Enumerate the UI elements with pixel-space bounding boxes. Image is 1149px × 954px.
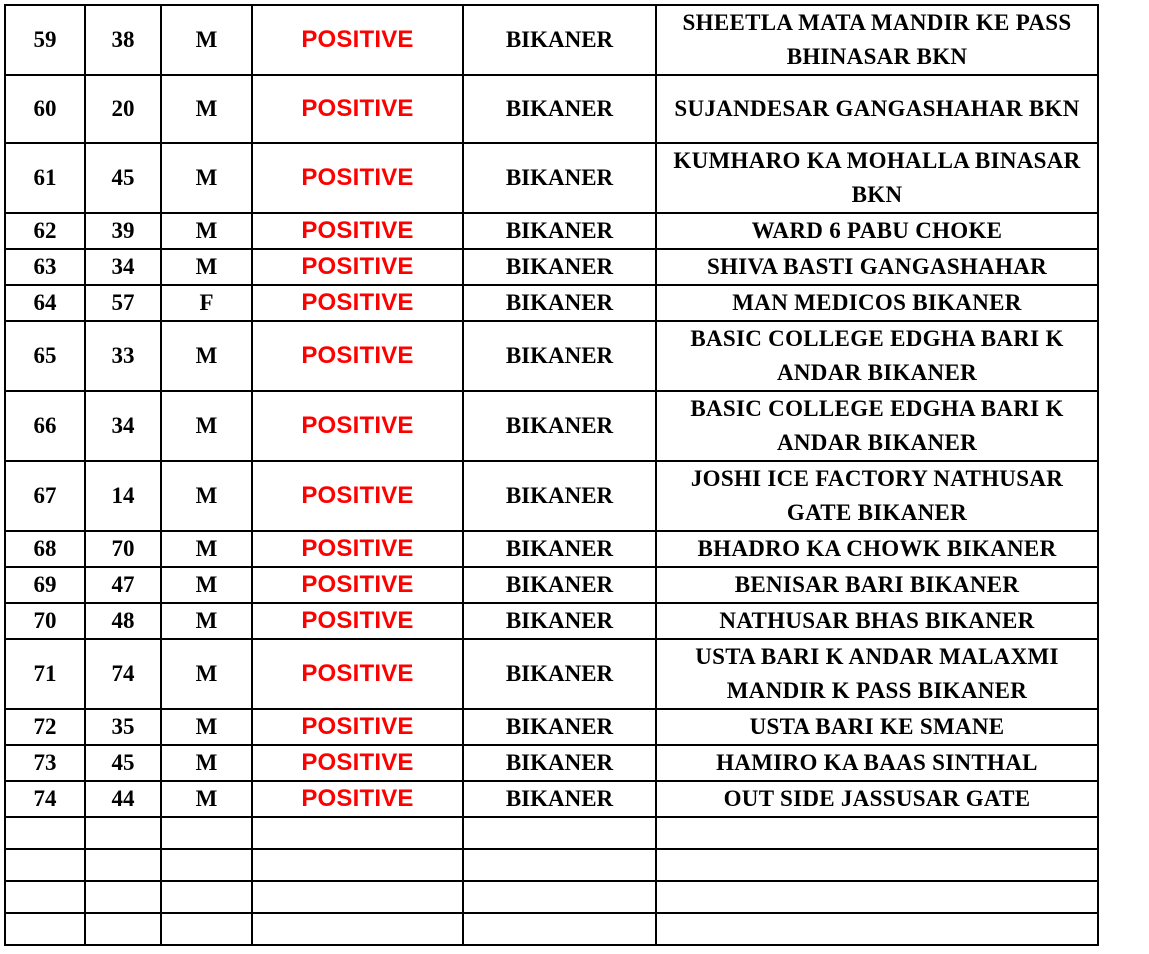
district-cell: BIKANER — [463, 143, 656, 213]
table-row — [5, 639, 1098, 709]
table-row — [5, 391, 1098, 461]
address-cell: WARD 6 PABU CHOKE — [656, 213, 1098, 249]
gender-cell: M — [161, 249, 252, 285]
district-cell: BIKANER — [463, 531, 656, 567]
test-result-cell: POSITIVE — [252, 531, 463, 567]
test-result-cell: POSITIVE — [252, 391, 463, 461]
gender-cell: M — [161, 5, 252, 75]
gender-cell: M — [161, 143, 252, 213]
gender-cell: M — [161, 531, 252, 567]
age-cell: 14 — [85, 461, 161, 531]
age-cell: 44 — [85, 781, 161, 817]
table-row — [5, 5, 1098, 75]
gender-cell: M — [161, 75, 252, 143]
empty-cell — [656, 913, 1098, 945]
district-cell: BIKANER — [463, 5, 656, 75]
district-cell: BIKANER — [463, 461, 656, 531]
gender-cell: M — [161, 391, 252, 461]
gender-cell: M — [161, 781, 252, 817]
case-table-body — [5, 5, 1098, 945]
address-cell: BASIC COLLEGE EDGHA BARI K ANDAR BIKANER — [656, 321, 1098, 391]
district-cell: BIKANER — [463, 603, 656, 639]
district-cell: BIKANER — [463, 321, 656, 391]
district-cell: BIKANER — [463, 285, 656, 321]
address-cell: USTA BARI KE SMANE — [656, 709, 1098, 745]
serial-number-cell: 66 — [5, 391, 85, 461]
serial-number-cell: 64 — [5, 285, 85, 321]
address-cell: BHADRO KA CHOWK BIKANER — [656, 531, 1098, 567]
empty-cell — [85, 849, 161, 881]
table-row — [5, 461, 1098, 531]
age-cell: 34 — [85, 249, 161, 285]
serial-number-cell: 62 — [5, 213, 85, 249]
empty-cell — [85, 881, 161, 913]
age-cell: 33 — [85, 321, 161, 391]
address-cell: USTA BARI K ANDAR MALAXMI MANDIR K PASS BIKANER — [656, 639, 1098, 709]
empty-table-row — [5, 817, 1098, 849]
empty-cell — [85, 913, 161, 945]
age-cell: 48 — [85, 603, 161, 639]
serial-number-cell: 65 — [5, 321, 85, 391]
gender-cell: F — [161, 285, 252, 321]
district-cell: BIKANER — [463, 781, 656, 817]
empty-cell — [252, 849, 463, 881]
test-result-cell: POSITIVE — [252, 5, 463, 75]
age-cell: 70 — [85, 531, 161, 567]
table-row — [5, 75, 1098, 143]
serial-number-cell: 69 — [5, 567, 85, 603]
case-table — [4, 4, 1099, 946]
empty-cell — [656, 817, 1098, 849]
age-cell: 57 — [85, 285, 161, 321]
empty-cell — [85, 817, 161, 849]
gender-cell: M — [161, 745, 252, 781]
empty-cell — [161, 817, 252, 849]
age-cell: 45 — [85, 745, 161, 781]
empty-table-row — [5, 849, 1098, 881]
empty-cell — [5, 913, 85, 945]
serial-number-cell: 67 — [5, 461, 85, 531]
table-row — [5, 745, 1098, 781]
age-cell: 38 — [85, 5, 161, 75]
address-cell: SHIVA BASTI GANGASHAHAR — [656, 249, 1098, 285]
address-cell: OUT SIDE JASSUSAR GATE — [656, 781, 1098, 817]
address-cell: BENISAR BARI BIKANER — [656, 567, 1098, 603]
gender-cell: M — [161, 321, 252, 391]
table-row — [5, 143, 1098, 213]
table-row — [5, 213, 1098, 249]
serial-number-cell: 70 — [5, 603, 85, 639]
test-result-cell: POSITIVE — [252, 143, 463, 213]
table-row — [5, 603, 1098, 639]
address-cell: SUJANDESAR GANGASHAHAR BKN — [656, 75, 1098, 143]
empty-cell — [161, 849, 252, 881]
table-row — [5, 781, 1098, 817]
empty-cell — [656, 881, 1098, 913]
gender-cell: M — [161, 213, 252, 249]
gender-cell: M — [161, 567, 252, 603]
empty-cell — [656, 849, 1098, 881]
district-cell: BIKANER — [463, 75, 656, 143]
empty-cell — [5, 817, 85, 849]
gender-cell: M — [161, 603, 252, 639]
gender-cell: M — [161, 639, 252, 709]
serial-number-cell: 63 — [5, 249, 85, 285]
age-cell: 74 — [85, 639, 161, 709]
case-list-sheet — [4, 4, 1097, 946]
empty-table-row — [5, 881, 1098, 913]
test-result-cell: POSITIVE — [252, 603, 463, 639]
empty-table-row — [5, 913, 1098, 945]
address-cell: NATHUSAR BHAS BIKANER — [656, 603, 1098, 639]
test-result-cell: POSITIVE — [252, 285, 463, 321]
empty-cell — [5, 849, 85, 881]
empty-cell — [252, 881, 463, 913]
age-cell: 20 — [85, 75, 161, 143]
serial-number-cell: 61 — [5, 143, 85, 213]
test-result-cell: POSITIVE — [252, 461, 463, 531]
serial-number-cell: 59 — [5, 5, 85, 75]
table-row — [5, 567, 1098, 603]
serial-number-cell: 60 — [5, 75, 85, 143]
empty-cell — [161, 881, 252, 913]
district-cell: BIKANER — [463, 213, 656, 249]
test-result-cell: POSITIVE — [252, 639, 463, 709]
table-row — [5, 531, 1098, 567]
age-cell: 34 — [85, 391, 161, 461]
address-cell: BASIC COLLEGE EDGHA BARI K ANDAR BIKANER — [656, 391, 1098, 461]
empty-cell — [463, 849, 656, 881]
empty-cell — [252, 817, 463, 849]
district-cell: BIKANER — [463, 249, 656, 285]
empty-cell — [463, 881, 656, 913]
district-cell: BIKANER — [463, 639, 656, 709]
address-cell: KUMHARO KA MOHALLA BINASAR BKN — [656, 143, 1098, 213]
serial-number-cell: 72 — [5, 709, 85, 745]
table-row — [5, 321, 1098, 391]
table-row — [5, 249, 1098, 285]
test-result-cell: POSITIVE — [252, 75, 463, 143]
test-result-cell: POSITIVE — [252, 781, 463, 817]
empty-cell — [463, 817, 656, 849]
gender-cell: M — [161, 461, 252, 531]
serial-number-cell: 73 — [5, 745, 85, 781]
district-cell: BIKANER — [463, 391, 656, 461]
test-result-cell: POSITIVE — [252, 567, 463, 603]
address-cell: SHEETLA MATA MANDIR KE PASS BHINASAR BKN — [656, 5, 1098, 75]
serial-number-cell: 71 — [5, 639, 85, 709]
empty-cell — [161, 913, 252, 945]
age-cell: 47 — [85, 567, 161, 603]
serial-number-cell: 68 — [5, 531, 85, 567]
gender-cell: M — [161, 709, 252, 745]
district-cell: BIKANER — [463, 745, 656, 781]
table-row — [5, 285, 1098, 321]
table-row — [5, 709, 1098, 745]
address-cell: HAMIRO KA BAAS SINTHAL — [656, 745, 1098, 781]
address-cell: MAN MEDICOS BIKANER — [656, 285, 1098, 321]
district-cell: BIKANER — [463, 709, 656, 745]
age-cell: 35 — [85, 709, 161, 745]
age-cell: 39 — [85, 213, 161, 249]
empty-cell — [252, 913, 463, 945]
serial-number-cell: 74 — [5, 781, 85, 817]
empty-cell — [5, 881, 85, 913]
test-result-cell: POSITIVE — [252, 249, 463, 285]
test-result-cell: POSITIVE — [252, 709, 463, 745]
empty-cell — [463, 913, 656, 945]
district-cell: BIKANER — [463, 567, 656, 603]
age-cell: 45 — [85, 143, 161, 213]
test-result-cell: POSITIVE — [252, 321, 463, 391]
test-result-cell: POSITIVE — [252, 213, 463, 249]
address-cell: JOSHI ICE FACTORY NATHUSAR GATE BIKANER — [656, 461, 1098, 531]
test-result-cell: POSITIVE — [252, 745, 463, 781]
